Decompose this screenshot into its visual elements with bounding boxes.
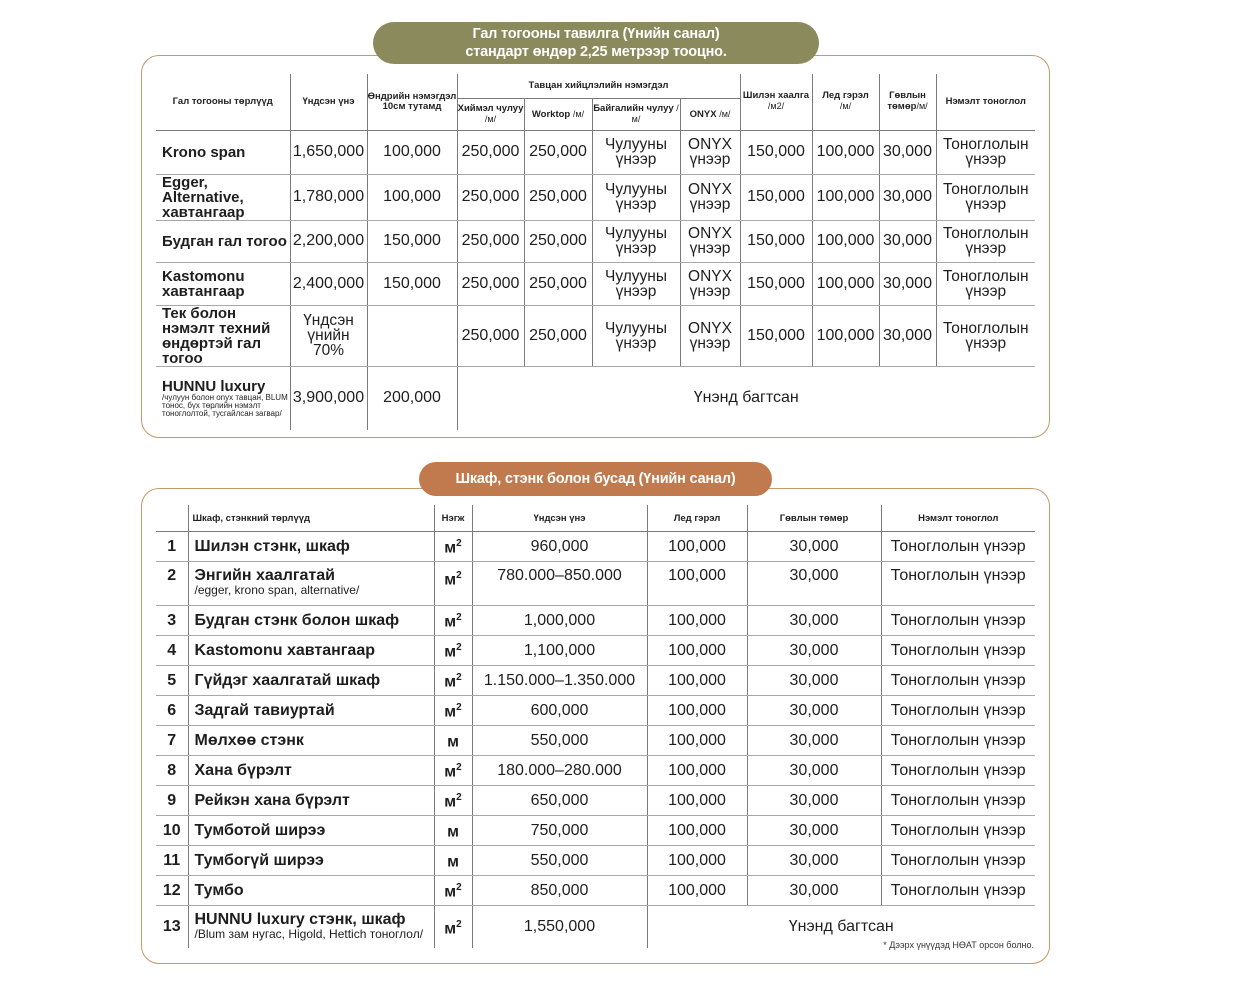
kitchen-extra-fittings: Тоноглолын үнээр	[936, 130, 1035, 174]
kitchen-price-table	[156, 74, 1035, 430]
cabinet-extra: Тоноглолын үнээр	[881, 666, 1035, 696]
cabinet-type-name: Хана бүрэлт	[188, 756, 434, 786]
cabinet-unit: $м^2$	[434, 756, 472, 786]
cabinet-type-name: Энгийн хаалгатай /egger, krono span, alternative/	[188, 562, 434, 606]
row-number: 11	[156, 846, 188, 876]
kitchen-height-extra: 150,000	[367, 220, 457, 262]
kitchen-rail: 30,000	[879, 305, 936, 366]
kitchen-base-price: 1,650,000	[290, 130, 367, 174]
kitchen-worktop: 250,000	[524, 174, 592, 220]
kitchen-base-price: 2,200,000	[290, 220, 367, 262]
kitchen-type-name: Egger, Alternative, хавтангаар	[156, 174, 290, 220]
cabinet-unit: $м^2$	[434, 562, 472, 606]
cabinet-base-price: 960,000	[472, 532, 647, 562]
cabinet-led: 100,000	[647, 876, 747, 906]
cabinet-extra: Тоноглолын үнээр	[881, 696, 1035, 726]
cabinet-extra: Тоноглолын үнээр	[881, 846, 1035, 876]
cabinet-unit: $м^2$	[434, 786, 472, 816]
kitchen-luxury-base: 3,900,000	[290, 366, 367, 430]
table-row	[156, 220, 1035, 262]
cabinet-extra: Тоноглолын үнээр	[881, 756, 1035, 786]
table-row	[156, 174, 1035, 220]
kitchen-artificial-stone: 250,000	[457, 130, 524, 174]
cabinet-type-name: Задгай тавиуртай	[188, 696, 434, 726]
cabinet-unit: м	[434, 816, 472, 846]
header-cabinet-rail: Гөвлын төмөр	[747, 505, 881, 532]
cabinet-rail: 30,000	[747, 786, 881, 816]
cabinet-unit: $м^2$	[434, 666, 472, 696]
cabinet-extra: Тоноглолын үнээр	[881, 876, 1035, 906]
kitchen-extra-fittings: Тоноглолын үнээр	[936, 174, 1035, 220]
header-base-price: Үндсэн үнэ	[290, 74, 367, 130]
cabinet-led: 100,000	[647, 636, 747, 666]
cabinet-type-name: Мөлхөө стэнк	[188, 726, 434, 756]
kitchen-height-extra: 150,000	[367, 262, 457, 305]
row-number: 3	[156, 606, 188, 636]
kitchen-led: 100,000	[812, 262, 879, 305]
header-countertop-group: Тавцан хийцлэлийн нэмэгдэл	[457, 74, 740, 98]
cabinet-extra: Тоноглолын үнээр	[881, 636, 1035, 666]
cabinet-extra: Тоноглолын үнээр	[881, 786, 1035, 816]
kitchen-extra-fittings: Тоноглолын үнээр	[936, 305, 1035, 366]
row-number: 5	[156, 666, 188, 696]
kitchen-worktop: 250,000	[524, 220, 592, 262]
cabinet-rail: 30,000	[747, 562, 881, 606]
header-rail: Гөвлын төмөр/м/	[879, 74, 936, 130]
kitchen-title-line2: стандарт өндөр 2,25 метрээр тооцно.	[465, 44, 727, 60]
kitchen-base-price: Үндсэн үнийн 70%	[290, 305, 367, 366]
row-number: 4	[156, 636, 188, 666]
kitchen-luxury-included: Үнэнд багтсан	[457, 366, 1035, 430]
header-cabinet-extra: Нэмэлт тоноглол	[881, 505, 1035, 532]
kitchen-rail: 30,000	[879, 262, 936, 305]
cabinet-base-price: 780.000–850.000	[472, 562, 647, 606]
row-number: 1	[156, 532, 188, 562]
kitchen-extra-fittings: Тоноглолын үнээр	[936, 262, 1035, 305]
table-row	[156, 696, 1035, 726]
cabinet-extra: Тоноглолын үнээр	[881, 562, 1035, 606]
header-height-extra: Өндрийн нэмэгдэл 10см тутамд	[367, 74, 457, 130]
header-cabinet-type: Шкаф, стэнкний төрлүүд	[188, 505, 434, 532]
cabinet-unit: $м^2$	[434, 876, 472, 906]
kitchen-glass-door: 150,000	[740, 130, 812, 174]
kitchen-natural-stone: Чулууны үнээр	[592, 305, 680, 366]
cabinet-unit: $м^2$	[434, 636, 472, 666]
cabinet-base-price: 1,000,000	[472, 606, 647, 636]
kitchen-rail: 30,000	[879, 174, 936, 220]
kitchen-onyx: ONYX үнээр	[680, 220, 740, 262]
cabinet-led: 100,000	[647, 816, 747, 846]
cabinet-led: 100,000	[647, 606, 747, 636]
cabinet-rail: 30,000	[747, 606, 881, 636]
kitchen-led: 100,000	[812, 130, 879, 174]
header-artificial-stone: Хиймэл чулуу /м/	[457, 98, 524, 130]
cabinet-rail: 30,000	[747, 846, 881, 876]
cabinet-led: 100,000	[647, 756, 747, 786]
header-kitchen-type: Гал тогооны төрлүүд	[156, 74, 290, 130]
cabinet-led: 100,000	[647, 562, 747, 606]
cabinet-led: 100,000	[647, 666, 747, 696]
kitchen-natural-stone: Чулууны үнээр	[592, 174, 680, 220]
cabinet-base-price: 600,000	[472, 696, 647, 726]
cabinet-base-price: 180.000–280.000	[472, 756, 647, 786]
table-row	[156, 562, 1035, 606]
cabinet-type-name: Будган стэнк болон шкаф	[188, 606, 434, 636]
cabinet-title: Шкаф, стэнк болон бусад (Үнийн санал)	[455, 471, 736, 487]
kitchen-led: 100,000	[812, 174, 879, 220]
kitchen-onyx: ONYX үнээр	[680, 174, 740, 220]
kitchen-artificial-stone: 250,000	[457, 262, 524, 305]
table-row	[156, 262, 1035, 305]
header-cabinet-led: Лед гэрэл	[647, 505, 747, 532]
cabinet-extra: Тоноглолын үнээр	[881, 532, 1035, 562]
cabinet-base-price: 650,000	[472, 786, 647, 816]
table-row	[156, 756, 1035, 786]
kitchen-title-badge	[373, 22, 819, 64]
cabinet-led: 100,000	[647, 532, 747, 562]
table-row	[156, 636, 1035, 666]
row-number: 9	[156, 786, 188, 816]
kitchen-led: 100,000	[812, 305, 879, 366]
header-unit: Нэгж	[434, 505, 472, 532]
cabinet-luxury-price: 1,550,000	[472, 906, 647, 948]
cabinet-base-price: 750,000	[472, 816, 647, 846]
cabinet-unit: $м^2$	[434, 606, 472, 636]
kitchen-extra-fittings: Тоноглолын үнээр	[936, 220, 1035, 262]
table-row	[156, 666, 1035, 696]
cabinet-luxury-included: Үнэнд багтсан	[647, 906, 1035, 948]
row-number: 6	[156, 696, 188, 726]
kitchen-type-name: Будган гал тогоо	[156, 220, 290, 262]
cabinet-led: 100,000	[647, 696, 747, 726]
cabinet-luxury-unit: $м^2$	[434, 906, 472, 948]
cabinet-base-price: 550,000	[472, 846, 647, 876]
kitchen-height-extra: 100,000	[367, 174, 457, 220]
kitchen-glass-door: 150,000	[740, 220, 812, 262]
kitchen-natural-stone: Чулууны үнээр	[592, 262, 680, 305]
header-led: Лед гэрэл /м/	[812, 74, 879, 130]
kitchen-artificial-stone: 250,000	[457, 174, 524, 220]
table-row	[156, 726, 1035, 756]
kitchen-base-price: 2,400,000	[290, 262, 367, 305]
kitchen-title-line1: Гал тогооны тавилга (Үнийн санал)	[472, 26, 720, 42]
kitchen-led: 100,000	[812, 220, 879, 262]
header-onyx: ONYX /м/	[680, 98, 740, 130]
table-row	[156, 606, 1035, 636]
kitchen-luxury-name: HUNNU luxury /чулуун болон onyx тавцан, BLUM тонос, бүх төрлийн нэмэлт тоноглолтой, тусгайлсан загвар/	[162, 377, 288, 418]
cabinet-unit: $м^2$	[434, 532, 472, 562]
cabinet-rail: 30,000	[747, 666, 881, 696]
cabinet-led: 100,000	[647, 726, 747, 756]
cabinet-base-price: 1,100,000	[472, 636, 647, 666]
row-number: 13	[162, 917, 181, 935]
cabinet-rail: 30,000	[747, 532, 881, 562]
cabinet-type-name: Тумбо	[188, 876, 434, 906]
row-number: 12	[156, 876, 188, 906]
kitchen-height-extra	[367, 305, 457, 366]
kitchen-rail: 30,000	[879, 130, 936, 174]
cabinet-type-name: Kastomonu хавтангаар	[188, 636, 434, 666]
table-row	[156, 816, 1035, 846]
kitchen-base-price: 1,780,000	[290, 174, 367, 220]
kitchen-glass-door: 150,000	[740, 262, 812, 305]
header-num	[156, 505, 188, 532]
vat-footnote: * Дээрх үнүүдэд НӨАТ орсон болно.	[883, 940, 1034, 950]
kitchen-height-extra: 100,000	[367, 130, 457, 174]
cabinet-rail: 30,000	[747, 876, 881, 906]
table-row	[156, 532, 1035, 562]
kitchen-luxury-height: 200,000	[367, 366, 457, 430]
cabinet-base-price: 1.150.000–1.350.000	[472, 666, 647, 696]
kitchen-natural-stone: Чулууны үнээр	[592, 130, 680, 174]
cabinet-extra: Тоноглолын үнээр	[881, 726, 1035, 756]
kitchen-artificial-stone: 250,000	[457, 305, 524, 366]
cabinet-led: 100,000	[647, 846, 747, 876]
kitchen-glass-door: 150,000	[740, 305, 812, 366]
kitchen-worktop: 250,000	[524, 305, 592, 366]
row-number: 8	[156, 756, 188, 786]
row-number: 10	[156, 816, 188, 846]
kitchen-onyx: ONYX үнээр	[680, 305, 740, 366]
cabinet-unit: м	[434, 726, 472, 756]
cabinet-unit: м	[434, 846, 472, 876]
cabinet-base-price: 550,000	[472, 726, 647, 756]
cabinet-type-name: Тумботой ширээ	[188, 816, 434, 846]
kitchen-artificial-stone: 250,000	[457, 220, 524, 262]
cabinet-rail: 30,000	[747, 816, 881, 846]
cabinet-extra: Тоноглолын үнээр	[881, 816, 1035, 846]
cabinet-rail: 30,000	[747, 756, 881, 786]
kitchen-glass-door: 150,000	[740, 174, 812, 220]
table-row	[156, 786, 1035, 816]
cabinet-unit: $м^2$	[434, 696, 472, 726]
cabinet-rail: 30,000	[747, 696, 881, 726]
cabinet-type-name: Шилэн стэнк, шкаф	[188, 532, 434, 562]
kitchen-type-name: Тек болон нэмэлт техний өндөртэй гал тогоо	[156, 305, 290, 366]
table-row	[156, 846, 1035, 876]
cabinet-rail: 30,000	[747, 726, 881, 756]
cabinet-type-name: Гүйдэг хаалгатай шкаф	[188, 666, 434, 696]
cabinet-base-price: 850,000	[472, 876, 647, 906]
kitchen-type-name: Kastomonu хавтангаар	[156, 262, 290, 305]
table-row	[156, 130, 1035, 174]
cabinet-rail: 30,000	[747, 636, 881, 666]
row-number: 7	[156, 726, 188, 756]
kitchen-onyx: ONYX үнээр	[680, 262, 740, 305]
cabinet-title-badge	[419, 462, 772, 496]
cabinet-type-name: Тумбогүй ширээ	[188, 846, 434, 876]
cabinet-led: 100,000	[647, 786, 747, 816]
kitchen-natural-stone: Чулууны үнээр	[592, 220, 680, 262]
cabinet-type-name: Рейкэн хана бүрэлт	[188, 786, 434, 816]
cabinet-extra: Тоноглолын үнээр	[881, 606, 1035, 636]
kitchen-worktop: 250,000	[524, 262, 592, 305]
cabinet-luxury-name: HUNNU luxury стэнк, шкаф /Blum зам нугас, Higold, Hettich тоноглол/	[188, 906, 434, 948]
kitchen-rail: 30,000	[879, 220, 936, 262]
kitchen-type-name: Krono span	[156, 130, 290, 174]
cabinet-price-table	[156, 505, 1035, 948]
header-cabinet-base-price: Үндсэн үнэ	[472, 505, 647, 532]
table-row	[156, 305, 1035, 366]
kitchen-worktop: 250,000	[524, 130, 592, 174]
table-row	[156, 366, 1035, 430]
header-natural-stone: Байгалийн чулуу /м/	[592, 98, 680, 130]
kitchen-onyx: ONYX үнээр	[680, 130, 740, 174]
table-row	[156, 876, 1035, 906]
header-glass-door: Шилэн хаалга /м2/	[740, 74, 812, 130]
row-number: 2	[156, 562, 188, 606]
header-worktop: Worktop /м/	[524, 98, 592, 130]
header-extra-fittings: Нэмэлт тоноглол	[936, 74, 1035, 130]
